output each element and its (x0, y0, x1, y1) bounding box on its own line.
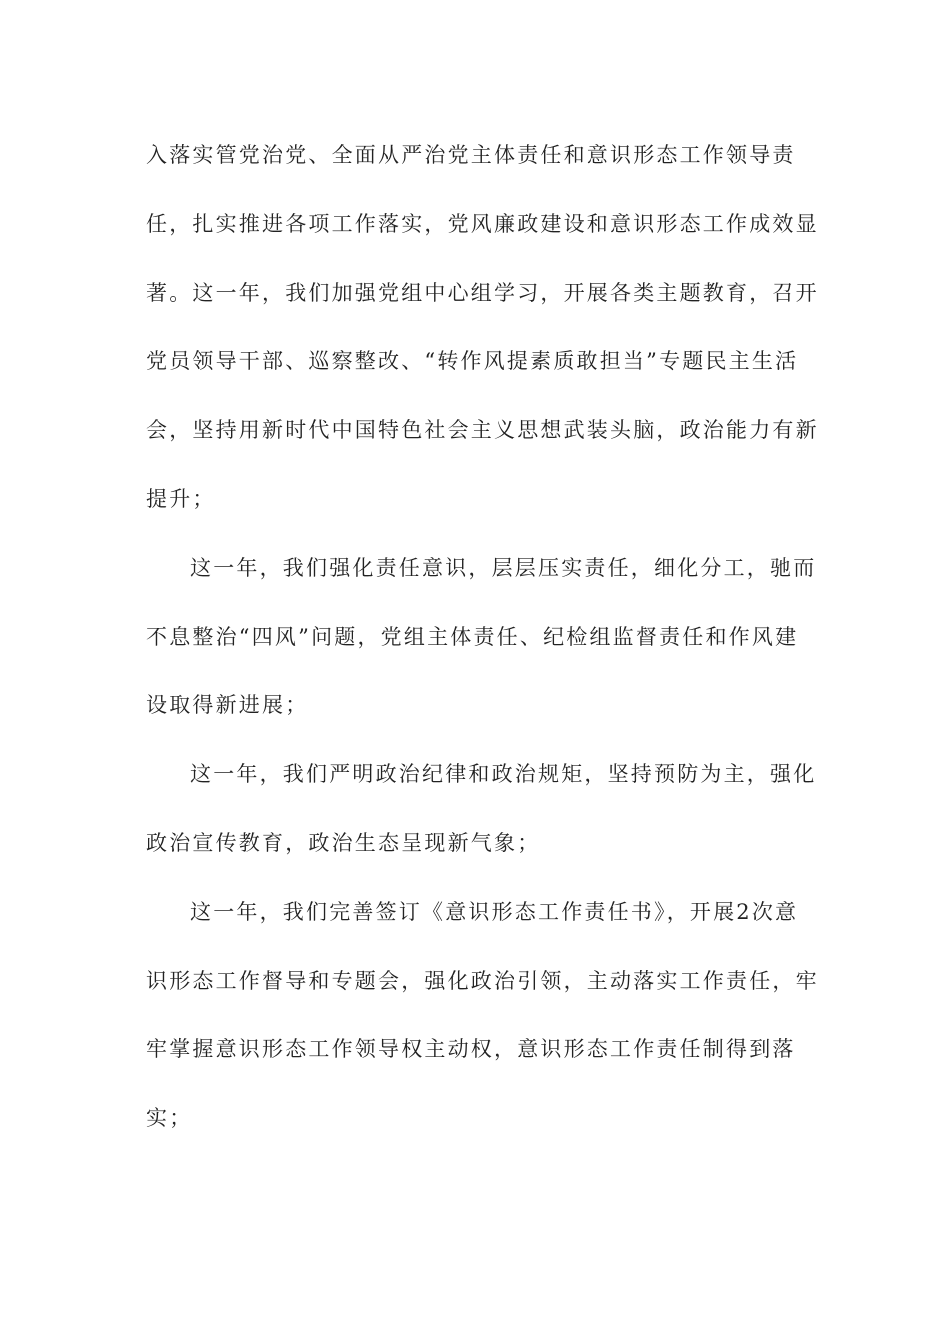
text-line: 入落实管党治党、全面从严治党主体责任和意识形态工作领导责 (146, 143, 796, 167)
text-line: 提升； (146, 486, 216, 511)
body-text (146, 131, 819, 1163)
text-line: 不息整治“四风”问题，党组主体责任、纪检组监督责任和作风建 (146, 624, 799, 649)
paragraph-first-line: 这一年，我们完善签订《意识形态工作责任书》，开展2次意 (190, 899, 799, 924)
text-line: 设取得新进展； (146, 693, 309, 718)
text-line: 著。这一年，我们加强党组中心组学习，开展各类主题教育，召开 (146, 280, 819, 305)
text-line: 党员领导干部、巡察整改、“转作风提素质敢担当”专题民主生活 (146, 349, 799, 374)
text-line: 牢掌握意识形态工作领导权主动权，意识形态工作责任制得到落 (146, 1037, 796, 1062)
paragraph-first-line: 这一年，我们严明政治纪律和政治规矩，坚持预防为主，强化 (190, 762, 817, 787)
text-line: 会，坚持用新时代中国特色社会主义思想武装头脑，政治能力有新 (146, 418, 819, 443)
text-line: 识形态工作督导和专题会，强化政治引领，主动落实工作责任，牢 (146, 968, 819, 993)
text-line: 任，扎实推进各项工作落实，党风廉政建设和意识形态工作成效显 (146, 211, 819, 236)
paragraph-first-line: 这一年，我们强化责任意识，层层压实责任，细化分工，驰而 (190, 555, 817, 580)
text-line: 政治宣传教育，政治生态呈现新气象； (146, 830, 541, 855)
text-line: 实； (146, 1106, 193, 1131)
